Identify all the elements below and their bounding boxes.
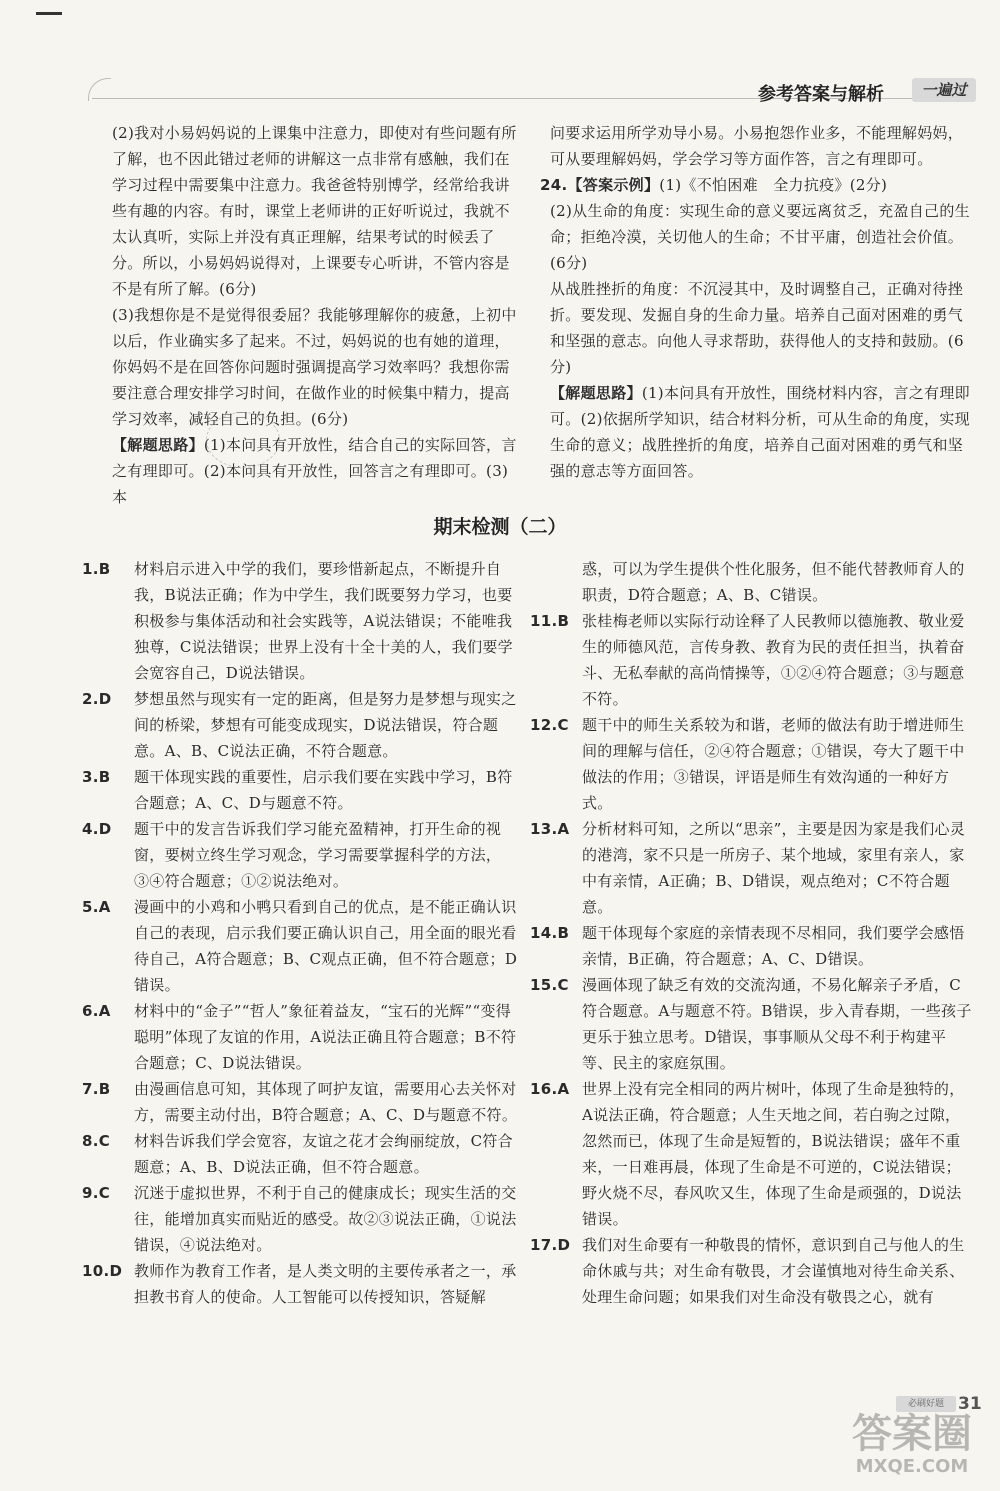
item-number: 16.A [530,1080,570,1098]
item-text: 题干体现实践的重要性，启示我们要在实践中学习，B符合题意；A、C、D与题意不符。 [134,768,513,812]
item-number: 3.B [82,768,111,786]
answer-item [82,1076,522,1128]
item-text: 教师作为教育工作者，是人类文明的主要传承者之一，承担教书育人的使命。人工智能可以传授知识，答疑解 [134,1262,517,1306]
answer-item [530,1232,974,1310]
answer-item [530,816,974,920]
q24-part1: (1)《不怕困难 全力抗疫》(2分) [659,176,888,194]
answer-item [530,608,974,712]
watermark-logo [842,1412,982,1482]
item-text: 世界上没有完全相同的两片树叶，体现了生命是独特的，A说法正确，符合题意；人生天地之间，若白驹之过隙，忽然而已，体现了生命是短暂的，B说法错误；盛年不重来，一日难再晨，体现了生命是不可逆的，C说法错误；野火烧不尽，春风吹又生，体现了生命是顽强的，D说法错误。 [582,1080,965,1228]
answer-item [82,556,522,686]
item-text: 漫画体现了缺乏有效的交流沟通，不易化解亲子矛盾，C符合题意。A与题意不符。B错误，步入青春期，一些孩子更乐于独立思考。D错误，事事顺从父母不利于构建平等、民主的家庭氛围。 [582,976,972,1072]
top-right-column [540,120,972,484]
top-left-column [112,120,518,510]
section-title: 期末检测（二） [433,516,567,538]
item-number: 12.C [530,716,569,734]
continued-text: 问要求运用所学劝导小易。小易抱怨作业多，不能理解妈妈，可从要理解妈妈，学会学习等方面作答，言之有理即可。 [550,124,964,168]
item-text: 梦想虽然与现实有一定的距离，但是努力是梦想与现实之间的桥梁，梦想有可能变成现实，D说法错误，符合题意。A、B、C说法正确，不符合题意。 [134,690,517,760]
corner-mark [36,12,62,15]
item-number: 13.A [530,820,570,838]
item-number: 5.A [82,898,111,916]
bottom-right-column [530,556,974,1310]
answer-item [82,894,522,998]
item-number: 11.B [530,612,570,630]
item-number: 4.D [82,820,112,838]
item-number: 14.B [530,924,570,942]
footer-tab: 必刷好题 [896,1396,956,1412]
item-text: 题干中的发言告诉我们学习能充盈精神，打开生命的视窗，要树立终生学习观念，学习需要掌握科学的方法，③④符合题意；①②说法绝对。 [134,820,502,890]
item-text: 漫画中的小鸡和小鸭只看到自己的优点，是不能正确认识自己的表现，启示我们要正确认识自己，用全面的眼光看待自己，A符合题意；B、C观点正确，但不符合题意；D错误。 [134,898,518,994]
continued-text: 惑，可以为学生提供个性化服务，但不能代替教师育人的职责，D符合题意；A、B、C错误。 [582,560,965,604]
item-text: 题干体现每个家庭的亲情表现不尽相同，我们要学会感悟亲情，B正确，符合题意；A、C、D错误。 [582,924,965,968]
item-number: 10.D [82,1262,123,1280]
answer-item [82,816,522,894]
tip-label: 【解题思路】 [112,436,204,454]
item-number: 8.C [82,1132,111,1150]
item-text: 材料告诉我们学会宽容，友谊之花才会绚丽绽放，C符合题意；A、B、D说法正确，但不符合题意。 [134,1132,513,1176]
tip-text: (1)本问具有开放性，结合自己的实际回答，言之有理即可。(2)本问具有开放性，回答言之有理即可。(3)本 [112,436,517,506]
answer-item [530,972,974,1076]
item-number: 6.A [82,1002,111,1020]
item-number: 9.C [82,1184,111,1202]
item-text: 材料启示进入中学的我们，要珍惜新起点，不断提升自我，B说法正确；作为中学生，我们既要努力学习，也要积极参与集体活动和社会实践等，A说法错误；不能唯我独尊，C说法错误；世界上没有十全十美的人，我们要学会宽容自己，D说法错误。 [134,560,513,682]
item-text: 沉迷于虚拟世界，不利于自己的健康成长；现实生活的交往，能增加真实而贴近的感受。故②③说法正确，①说法错误，④说法绝对。 [134,1184,517,1254]
stamp-mark [206,412,280,468]
item-number: 15.C [530,976,569,994]
q24-label: 【答案示例】 [567,176,660,194]
answer-item [82,1128,522,1180]
answer-paragraph-2: (2)我对小易妈妈说的上课集中注意力，即使对有些问题有所了解，也不因此错过老师的讲解这一点非常有感触，我们在学习过程中需要集中注意力。我爸爸特别博学，经常给我讲些有趣的内容。有时，课堂上老师讲的正好听说过，我就不太认真听，实际上并没有真正理解，结果考试的时候丢了分。所以，小易妈妈说得对，上课要专心听讲，不管内容是不是有所了解。(6分) [112,124,517,298]
item-number: 17.D [530,1236,571,1254]
tip-paragraph [112,432,518,510]
item-text: 我们对生命要有一种敬畏的情怀，意识到自己与他人的生命休戚与共；对生命有敬畏，才会谨慎地对待生命关系、处理生命问题；如果我们对生命没有敬畏之心，就有 [582,1236,965,1306]
answer-item [82,998,522,1076]
item-text: 题干中的师生关系较为和谐，老师的做法有助于增进师生间的理解与信任，②④符合题意；①错误，夸大了题干中做法的作用；③错误，评语是师生有效沟通的一种好方式。 [582,716,965,812]
watermark-title: 答案圈 [852,1411,972,1457]
page-number: 31 [958,1394,982,1414]
item-number: 1.B [82,560,111,578]
header-title: 参考答案与解析 [758,84,884,105]
answer-paragraph-3: (3)我想你是不是觉得很委屈？我能够理解你的疲惫，上初中以后，作业确实多了起来。不过，妈妈说的也有她的道理，你妈妈不是在回答你问题时强调提高学习效率吗？我想你需要注意合理安排学习时间，在做作业的时候集中精力，提高学习效率，减轻自己的负担。(6分) [112,306,517,428]
answer-item [82,1180,522,1258]
q24-part3: 从战胜挫折的角度：不沉浸其中，及时调整自己，正确对待挫折。要发现、发掘自身的生命力量。培养自己面对困难的勇气和坚强的意志。向他人寻求帮助，获得他人的支持和鼓励。(6分) [550,280,964,376]
answer-item [530,1076,974,1232]
answer-item [82,1258,522,1310]
q24-tip-text: (1)本问具有开放性，围绕材料内容，言之有理即可。(2)依据所学知识，结合材料分析，可从生命的角度，实现生命的意义；战胜挫折的角度，培养自己面对困难的勇气和坚强的意志等方面回答。 [550,384,970,480]
answer-item [530,920,974,972]
q24-part2: (2)从生命的角度：实现生命的意义要远离贫乏，充盈自己的生命；拒绝冷漠，关切他人的生命；不甘平庸，创造社会价值。(6分) [550,202,970,272]
answer-item [82,686,522,764]
item-text: 由漫画信息可知，其体现了呵护友谊，需要用心去关怀对方，需要主动付出，B符合题意；A、C、D与题意不符。 [134,1080,518,1124]
item-number: 7.B [82,1080,111,1098]
q24-tip-label: 【解题思路】 [550,384,642,402]
watermark-url: MXQE.COM [855,1456,969,1477]
item-text: 材料中的“金子”“哲人”象征着益友，“宝石的光辉”“变得聪明”体现了友谊的作用，A说法正确且符合题意；B不符合题意；C、D说法错误。 [134,1002,517,1072]
q24-tip [540,380,972,484]
bottom-left-column [82,556,522,1310]
item-text: 分析材料可知，之所以“思亲”，主要是因为家是我们心灵的港湾，家不只是一所房子、某个地域，家里有亲人，家中有亲情，A正确；B、D错误，观点绝对；C不符合题意。 [582,820,966,916]
answer-item [530,712,974,816]
q24-number: 24. [540,176,568,194]
item-number: 2.D [82,690,112,708]
item-text: 张桂梅老师以实际行动诠释了人民教师以德施教、敬业爱生的师德风范，言传身教、教育为民的责任担当，执着奋斗、无私奉献的高尚情操等，①②④符合题意；③与题意不符。 [582,612,965,708]
answer-item [82,764,522,816]
q24-line [540,172,972,198]
brand-logo: 一遍过 [912,78,976,102]
